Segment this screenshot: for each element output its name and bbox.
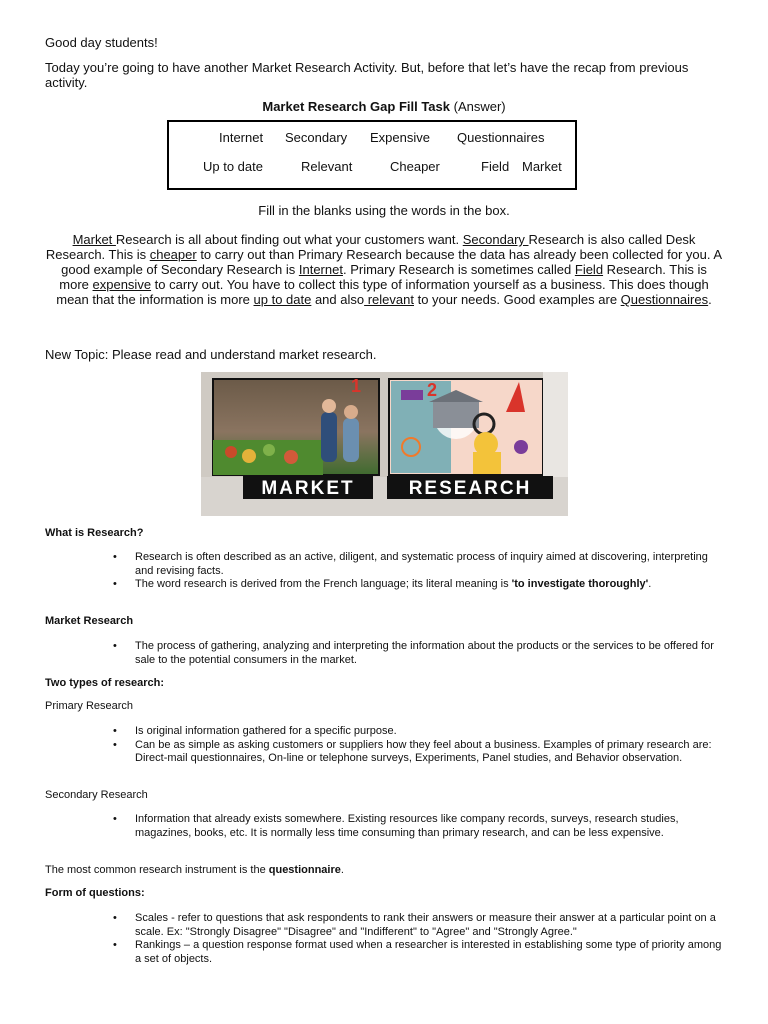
image-word-research: RESEARCH: [408, 478, 532, 499]
gap-text: Research is also called Desk Research. This is: [45, 232, 696, 262]
secondary-bullet-1: Information that already exists somewhere. Existing resources like company records, surveys, research studies, magazines, books, etc. It is normally less time consuming than primary research, and can be less expensive.: [135, 813, 679, 839]
word-market: Market: [522, 159, 562, 174]
common-instrument-text: [45, 864, 344, 878]
gap-answer: Internet: [298, 262, 343, 277]
image-word-market: MARKET: [261, 478, 355, 499]
gap-answer: relevant: [364, 292, 414, 307]
gap-text: Research is all about finding out what your customers want.: [115, 232, 463, 247]
primary-research-list: [113, 725, 725, 766]
form-of-questions-list: [113, 912, 725, 966]
what-is-bullet-1: Research is often described as an active, diligent, and systematic process of inquiry aimed at discovering, interpreting and revising facts.: [135, 551, 708, 577]
gap-text: to carry out. You have to collect this type of information yourself as a business. This does though mean that the information is more: [56, 277, 709, 307]
forms-bullet-2: Rankings – a question response format used when a researcher is interested in establishing some type of priority among a set of objects.: [135, 939, 722, 965]
common-instrument-post: .: [340, 864, 344, 876]
list-item: [113, 725, 725, 739]
list-item: [113, 640, 725, 667]
heading-form-of-questions: Form of questions:: [45, 887, 145, 899]
word-up-to-date: Up to date: [203, 159, 263, 174]
gap-answer: expensive: [92, 277, 152, 292]
gap-text: .: [708, 292, 712, 307]
image-number-1: 1: [351, 376, 362, 396]
image-number-2: 2: [427, 380, 438, 400]
word-field: Field: [481, 159, 510, 174]
gap-text: to carry out than Primary Research because the data has already been collected for you. A good example of Secondary Research is: [61, 247, 723, 277]
heading-what-is-research: What is Research?: [45, 527, 144, 539]
gap-text: . Primary Research is sometimes called: [342, 262, 575, 277]
market-research-image: [201, 372, 568, 516]
primary-bullet-2: Can be as simple as asking customers or suppliers how they feel about a business. Examples of primary research are: Direct-mail questionnaires, On-line or telephone surveys, Experiments, Panel studies, and Behavior observation.: [135, 738, 712, 764]
gap-answer: Field: [574, 262, 604, 277]
new-topic-text: New Topic: Please read and understand market research.: [45, 347, 377, 362]
gap-text: and also: [311, 292, 365, 307]
secondary-research-list: [113, 813, 725, 840]
primary-bullet-1: Is original information gathered for a specific purpose.: [135, 725, 397, 737]
gap-paragraph: [45, 232, 723, 307]
gap-instruction: Fill in the blanks using the words in the box.: [258, 203, 510, 218]
word-relevant: Relevant: [301, 159, 353, 174]
list-item: [113, 939, 725, 966]
intro-text: Today you’re going to have another Market Research Activity. But, before that let’s have the recap from previous activity.: [45, 60, 689, 90]
gap-task-title: [0, 99, 768, 114]
forms-bullet-1: Scales - refer to questions that ask respondents to rank their answers or measure their answer at a particular point on a scale. Ex: "Strongly Disagree" "Disagree" and "Indifferent" to "Agree" and "Strongly Agree.": [135, 912, 716, 938]
heading-primary-research: Primary Research: [45, 700, 134, 712]
common-instrument-pre: The most common research instrument is the: [45, 864, 269, 876]
what-is-bullet-2-post: .: [648, 578, 652, 590]
gap-answer: Market: [72, 232, 116, 247]
list-item: [113, 912, 725, 939]
gap-answer: Questionnaires: [620, 292, 709, 307]
list-item: [113, 578, 725, 592]
what-is-list: [113, 551, 725, 592]
gap-task-title-rest: (Answer): [450, 99, 506, 114]
gap-text: Research. This is more: [59, 262, 707, 292]
word-questionnaires: Questionnaires: [457, 130, 545, 145]
list-item: [113, 551, 725, 578]
gap-task-title-bold: Market Research Gap Fill Task: [262, 99, 450, 114]
heading-market-research: Market Research: [45, 615, 134, 627]
gap-answer: cheaper: [149, 247, 197, 262]
greeting-text: Good day students!: [45, 35, 158, 50]
gap-answer: up to date: [253, 292, 312, 307]
word-secondary: Secondary: [285, 130, 348, 145]
list-item: [113, 739, 725, 766]
what-is-bullet-2-pre: The word research is derived from the French language; its literal meaning is: [135, 578, 512, 590]
list-item: [113, 813, 725, 840]
what-is-bullet-2-bold: 'to investigate thoroughly': [511, 578, 649, 590]
word-expensive: Expensive: [370, 130, 430, 145]
market-research-list: [113, 640, 725, 667]
heading-two-types: Two types of research:: [45, 677, 164, 689]
common-instrument-bold: questionnaire: [268, 864, 341, 876]
word-bank-box: [167, 120, 577, 190]
market-research-illustration: [201, 372, 568, 516]
gap-text: to your needs. Good examples are: [413, 292, 621, 307]
market-research-bullet-1: The process of gathering, analyzing and interpreting the information about the products or the services to be offered for sale to the potential consumers in the market.: [135, 640, 714, 666]
word-cheaper: Cheaper: [390, 159, 440, 174]
heading-secondary-research: Secondary Research: [45, 789, 148, 801]
gap-answer: Secondary: [462, 232, 529, 247]
word-internet: Internet: [219, 130, 264, 145]
